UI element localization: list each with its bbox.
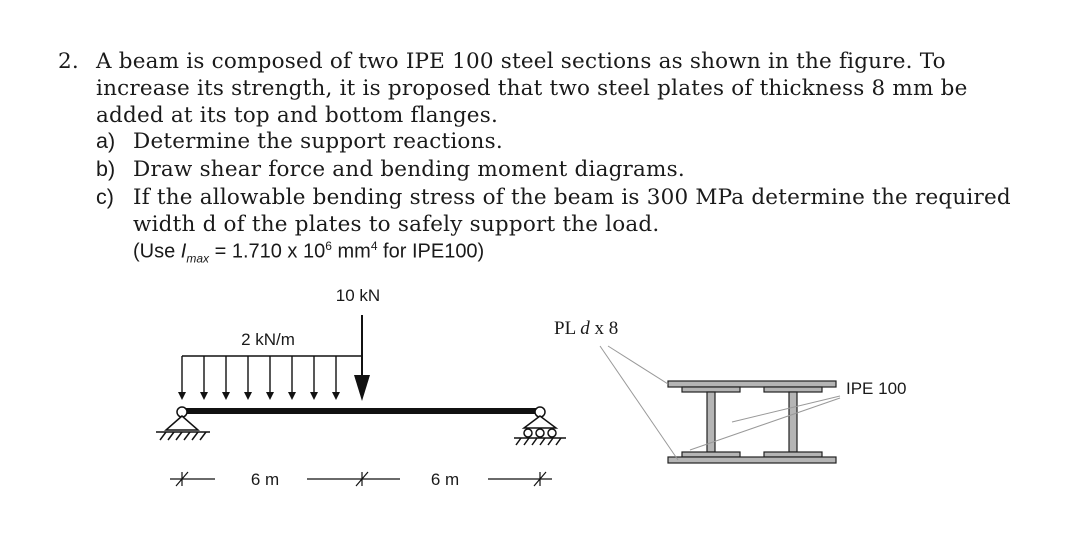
- distributed-load-label: 2 kN/m: [241, 330, 295, 349]
- item-a-text: Determine the support reactions.: [133, 129, 503, 154]
- note-exp1: 6: [325, 239, 332, 253]
- item-c-label: c): [96, 185, 114, 209]
- distributed-load-arrows: [178, 356, 362, 400]
- point-load-arrow: [354, 315, 370, 401]
- note-exp2: 4: [370, 239, 378, 253]
- note-symbol: I: [180, 240, 187, 263]
- item-c-text-2: width d of the plates to safely support the load.: [133, 212, 660, 237]
- item-b-text: Draw shear force and bending moment diagrams.: [133, 157, 685, 182]
- plate-label: PL d x 8: [554, 318, 619, 339]
- note-suffix: for IPE100): [377, 240, 485, 263]
- note-subscript: max: [186, 251, 210, 266]
- leader-lines: [600, 346, 840, 460]
- intro-line-2: increase its strength, it is proposed that two steel plates of thickness 8 mm be: [96, 76, 968, 101]
- item-b-label: b): [96, 157, 116, 181]
- problem-number: 2.: [58, 49, 79, 74]
- built-up-section: [668, 381, 836, 463]
- point-load-label: 10 kN: [335, 286, 381, 305]
- item-c-text-1: If the allowable bending stress of the beam is 300 MPa determine the required: [133, 185, 1011, 210]
- item-a-label: a): [96, 129, 116, 153]
- note-middle: = 1.710 x 10: [209, 240, 326, 263]
- intro-line-3: added at its top and bottom flanges.: [96, 103, 498, 128]
- note-unit: mm: [331, 240, 371, 263]
- span-right-label: 6 m: [430, 470, 460, 489]
- section-label: IPE 100: [846, 379, 907, 398]
- dimension-line: [170, 472, 552, 486]
- intro-line-1: A beam is composed of two IPE 100 steel sections as shown in the figure. To: [96, 49, 946, 74]
- note-prefix: (Use: [133, 240, 181, 263]
- span-left-label: 6 m: [250, 470, 280, 489]
